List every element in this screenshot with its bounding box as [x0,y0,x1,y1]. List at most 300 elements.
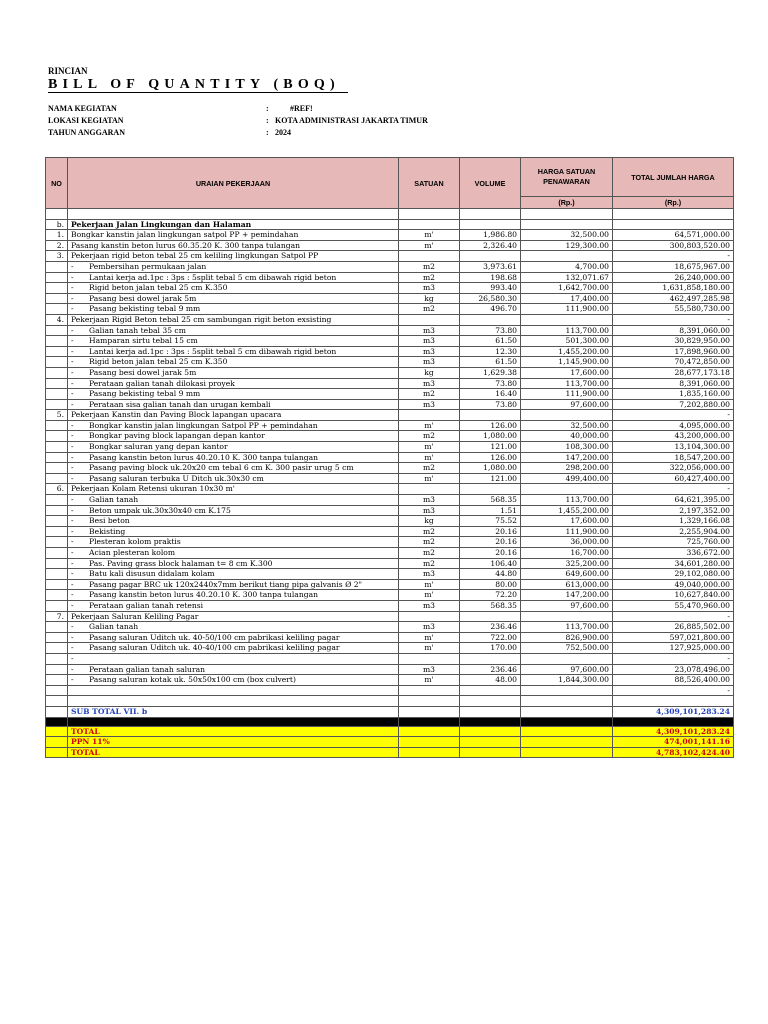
row-description [68,346,399,357]
row-description [68,484,399,495]
subtotal-row [46,706,734,717]
ppn-value: 474,001,141.16 [613,737,734,748]
row-no [46,675,68,686]
row-harga: 147,200.00 [521,452,613,463]
row-description-text: Pasang bekisting tebal 9 mm [89,304,201,314]
table-row [46,219,734,230]
row-description-text: Bongkar saluran yang depan kantor [89,442,228,452]
table-row [46,336,734,347]
row-harga: 147,200.00 [521,590,613,601]
row-satuan: m3 [399,622,460,633]
row-total: 34,601,280.00 [613,558,734,569]
row-total: 64,571,000.00 [613,230,734,241]
table-row [46,579,734,590]
row-description-text: Perataan galian tanah dilokasi proyek [89,378,235,388]
row-total: 60,427,400.00 [613,473,734,484]
row-harga: 613,000.00 [521,579,613,590]
row-total: 2,197,352.00 [613,505,734,516]
row-no [46,293,68,304]
table-row [46,378,734,389]
row-total: 2,255,904.00 [613,526,734,537]
row-dash: - [71,664,74,674]
row-dash: - [71,548,74,557]
row-no [46,622,68,633]
row-description [68,664,399,675]
row-description [68,367,399,378]
project-meta [48,104,428,140]
row-description [68,378,399,389]
row-total: 17,898,960.00 [613,346,734,357]
row-volume: 126.00 [460,452,521,463]
row-description-text: Bekisting [89,526,126,536]
row-description-text: Pasang bekisting tebal 9 mm [89,389,201,399]
row-harga: 298,200.00 [521,463,613,474]
row-total: 55,470,960.00 [613,600,734,611]
table-row [46,452,734,463]
row-description [68,209,399,220]
table-row [46,685,734,696]
row-dash: - [71,399,74,409]
row-dash: - [71,367,74,377]
row-dash: - [71,389,74,399]
row-volume: 61.50 [460,357,521,368]
meta-colon: : [266,104,269,113]
row-dash: - [71,357,74,367]
table-row [46,664,734,675]
row-description [68,537,399,548]
row-description [68,473,399,484]
row-total [613,696,734,707]
row-satuan: m' [399,240,460,251]
col-harga-header: HARGA SATUAN PENAWARAN [521,158,613,197]
row-satuan: m2 [399,526,460,537]
row-harga: 40,000.00 [521,431,613,442]
row-harga [521,685,613,696]
row-description-text: Pasang saluran Uditch uk. 40-40/100 cm pabrikasi keliling pagar [89,643,340,653]
row-description [68,600,399,611]
row-total: 43,200,000.00 [613,431,734,442]
row-no [46,643,68,654]
row-description [68,251,399,262]
row-dash: - [71,304,74,314]
row-description-text: Perataan galian tanah saluran [89,664,206,674]
row-satuan: m3 [399,378,460,389]
row-satuan: m' [399,579,460,590]
row-description-text: Bongkar kanstin jalan lingkungan satpol PP + pemindahan [71,230,299,240]
row-description [68,314,399,325]
meta-row-tahun [48,128,428,140]
row-description-text: Galian tanah tebal 35 cm [89,325,186,335]
subtotal-label: SUB TOTAL VII. b [68,706,399,717]
row-total: 4,095,000.00 [613,420,734,431]
row-dash: - [71,600,74,610]
table-row [46,653,734,664]
row-volume: 73.80 [460,325,521,336]
row-description [68,685,399,696]
row-volume: 72.20 [460,590,521,601]
table-row [46,410,734,421]
row-no [46,495,68,506]
ppn-label: PPN 11% [68,737,399,748]
row-volume: 73.80 [460,378,521,389]
row-harga: 4,700.00 [521,261,613,272]
row-total: - [613,611,734,622]
row-volume [460,209,521,220]
row-no: 5. [46,410,68,421]
row-no [46,442,68,453]
subtotal-vol [460,706,521,717]
table-row [46,569,734,580]
row-harga: 1,844,300.00 [521,675,613,686]
row-dash: - [71,505,74,515]
row-no: 4. [46,314,68,325]
row-total: 70,472,850.00 [613,357,734,368]
meta-label: LOKASI KEGIATAN [48,116,124,125]
row-description [68,431,399,442]
table-row [46,389,734,400]
row-harga [521,484,613,495]
row-dash: - [71,473,74,483]
row-harga: 113,700.00 [521,378,613,389]
row-description [68,336,399,347]
rincian-label: RINCIAN [48,66,88,76]
row-description-text: Pasang paving block uk.20x20 cm tebal 6 cm K. 300 pasir urug 5 cm [89,463,354,473]
row-no [46,209,68,220]
row-no [46,272,68,283]
meta-colon: : [266,128,269,137]
row-no [46,653,68,664]
row-volume: 496.70 [460,304,521,315]
row-no [46,473,68,484]
row-description [68,420,399,431]
row-harga: 499,400.00 [521,473,613,484]
row-dash: - [71,346,74,356]
grand-label: TOTAL [68,726,399,737]
row-volume: 126.00 [460,420,521,431]
row-total: - [613,685,734,696]
row-volume: 20.16 [460,548,521,559]
table-row [46,622,734,633]
row-dash: - [71,261,74,271]
row-volume: 198.68 [460,272,521,283]
row-dash: - [71,643,74,653]
row-description [68,675,399,686]
row-dash: - [71,378,74,388]
row-description [68,611,399,622]
table-row [46,283,734,294]
row-description-text: Pekerjaan Saluran Keliling Pagar [71,611,199,621]
row-harga: 1,642,700.00 [521,283,613,294]
row-dash: - [71,336,74,346]
row-total: 1,835,160.00 [613,389,734,400]
table-row [46,675,734,686]
row-satuan [399,484,460,495]
row-satuan: m2 [399,389,460,400]
row-dash: - [71,420,74,430]
row-harga: 113,700.00 [521,325,613,336]
row-description [68,505,399,516]
row-satuan [399,653,460,664]
row-volume: 1.51 [460,505,521,516]
row-satuan: m' [399,590,460,601]
row-total: 13,104,300.00 [613,442,734,453]
row-harga: 111,900.00 [521,526,613,537]
row-satuan: m' [399,643,460,654]
table-row [46,505,734,516]
row-description-text: Pekerjaan Kolam Retensi ukuran 10x30 m' [71,484,235,494]
row-volume: 1,080.00 [460,431,521,442]
row-dash: - [71,516,74,526]
row-volume: 170.00 [460,643,521,654]
row-dash: - [71,579,74,589]
row-harga: 325,200.00 [521,558,613,569]
table-row [46,261,734,272]
row-no [46,516,68,527]
row-total: 322,056,000.00 [613,463,734,474]
row-harga [521,219,613,230]
row-no [46,452,68,463]
row-description-text: Pasang besi dowel jarak 5m [89,293,197,303]
row-no [46,304,68,315]
row-description-text: Galian tanah [89,622,139,632]
row-satuan: m' [399,473,460,484]
row-description [68,558,399,569]
row-dash: - [71,495,74,505]
ppn-row [46,737,734,748]
row-description-text: Besi beton [89,516,130,526]
row-description-text: Bongkar paving block lapangan depan kantor [89,431,265,441]
table-row [46,548,734,559]
row-volume: 1,080.00 [460,463,521,474]
table-row [46,325,734,336]
row-harga: 1,145,900.00 [521,357,613,368]
row-harga: 113,700.00 [521,495,613,506]
row-no [46,526,68,537]
row-volume: 1,629.38 [460,367,521,378]
row-volume: 722.00 [460,632,521,643]
row-no [46,696,68,707]
row-description [68,526,399,537]
row-satuan: m3 [399,283,460,294]
row-description-text: Pasang kanstin beton lurus 60.35.20 K. 300 tanpa tulangan [71,240,300,250]
row-satuan: m3 [399,346,460,357]
col-satuan-header: SATUAN [399,158,460,209]
row-volume [460,611,521,622]
row-harga: 97,600.00 [521,399,613,410]
table-row [46,516,734,527]
row-description [68,261,399,272]
table-row [46,526,734,537]
row-no: 6. [46,484,68,495]
row-total: 127,925,000.00 [613,643,734,654]
row-no [46,325,68,336]
row-satuan: m' [399,675,460,686]
row-total: 300,803,520.00 [613,240,734,251]
row-volume [460,219,521,230]
meta-colon: : [266,116,269,125]
row-satuan: m' [399,442,460,453]
row-total: 18,675,967.00 [613,261,734,272]
table-row [46,230,734,241]
meta-value: #REF! [290,104,313,113]
row-description [68,569,399,580]
row-volume [460,484,521,495]
row-description [68,272,399,283]
row-total: 10,627,840.00 [613,590,734,601]
table-row [46,357,734,368]
row-harga: 826,900.00 [521,632,613,643]
row-dash: - [71,590,74,600]
row-satuan: m2 [399,537,460,548]
row-harga: 17,600.00 [521,516,613,527]
row-description [68,653,399,664]
table-row [46,632,734,643]
row-no [46,505,68,516]
row-description [68,410,399,421]
col-uraian-header: URAIAN PEKERJAAN [68,158,399,209]
row-satuan [399,251,460,262]
row-no [46,378,68,389]
boq-table [45,157,734,758]
row-no [46,261,68,272]
row-total: - [613,653,734,664]
row-no [46,399,68,410]
table-row [46,272,734,283]
row-total: 64,621,395.00 [613,495,734,506]
row-total: 1,329,166.08 [613,516,734,527]
row-no [46,664,68,675]
row-total: 88,526,400.00 [613,675,734,686]
row-harga [521,251,613,262]
table-row [46,314,734,325]
row-dash: - [71,452,74,462]
row-harga: 113,700.00 [521,622,613,633]
table-row [46,643,734,654]
row-volume: 106.40 [460,558,521,569]
row-no [46,569,68,580]
row-volume: 3,973.61 [460,261,521,272]
row-no [46,632,68,643]
row-total: - [613,251,734,262]
row-description [68,293,399,304]
row-satuan: m' [399,230,460,241]
row-volume [460,410,521,421]
row-description-text: Lantai kerja ad.1pc : 3ps : 5split tebal 5 cm dibawah rigid beton [89,272,337,282]
row-satuan: m2 [399,463,460,474]
row-total: 8,391,060.00 [613,378,734,389]
row-satuan [399,219,460,230]
row-volume: 121.00 [460,442,521,453]
row-volume [460,314,521,325]
col-total-unit: (Rp.) [613,197,734,209]
row-harga: 97,600.00 [521,600,613,611]
row-no [46,579,68,590]
row-harga: 17,600.00 [521,367,613,378]
meta-label: NAMA KEGIATAN [48,104,117,113]
row-satuan: kg [399,516,460,527]
row-no [46,600,68,611]
row-dash: - [71,653,74,663]
row-total [613,209,734,220]
row-description-text: Pekerjaan Kanstin dan Paving Block lapangan upacara [71,410,282,420]
row-volume [460,251,521,262]
table-row [46,495,734,506]
row-description-text: Pasang besi dowel jarak 5m [89,367,197,377]
row-total: - [613,410,734,421]
row-description [68,219,399,230]
row-total: 49,040,000.00 [613,579,734,590]
row-satuan [399,611,460,622]
row-volume: 75.52 [460,516,521,527]
row-description [68,643,399,654]
row-total: 26,885,502.00 [613,622,734,633]
row-description [68,579,399,590]
row-total [613,219,734,230]
row-description [68,548,399,559]
row-volume: 2,326.40 [460,240,521,251]
row-total: 462,497,285.98 [613,293,734,304]
row-dash: - [71,675,74,685]
meta-row-nama [48,104,428,116]
row-satuan: m3 [399,495,460,506]
row-no [46,336,68,347]
boq-body [46,209,734,707]
table-row [46,611,734,622]
row-satuan: m3 [399,325,460,336]
row-satuan: m2 [399,304,460,315]
row-dash: - [71,463,74,473]
row-description [68,240,399,251]
row-satuan: m2 [399,431,460,442]
row-harga: 132,071.67 [521,272,613,283]
row-description [68,230,399,241]
col-total-header: TOTAL JUMLAH HARGA [613,158,734,197]
row-description-text: Batu kali disusun didalam kolam [89,569,215,579]
row-description-text: Bongkar kanstin jalan lingkungan Satpol PP + pemindahan [89,420,318,430]
row-harga [521,653,613,664]
row-harga [521,410,613,421]
separator-row [46,717,734,726]
row-volume [460,653,521,664]
row-satuan: m3 [399,600,460,611]
row-satuan [399,314,460,325]
row-dash: - [71,431,74,441]
row-total: 28,677,173.18 [613,367,734,378]
row-dash: - [71,293,74,303]
row-volume: 73.80 [460,399,521,410]
row-no: b. [46,219,68,230]
row-harga: 111,900.00 [521,304,613,315]
row-description-text: Hamparan sirtu tebal 15 cm [89,336,198,346]
row-no: 7. [46,611,68,622]
table-row [46,346,734,357]
row-dash: - [71,632,74,642]
row-harga: 1,455,200.00 [521,505,613,516]
row-satuan [399,696,460,707]
row-volume: 236.46 [460,622,521,633]
table-row [46,442,734,453]
row-description [68,590,399,601]
row-volume: 568.35 [460,600,521,611]
table-row [46,558,734,569]
row-harga: 129,300.00 [521,240,613,251]
row-harga [521,611,613,622]
row-volume: 44.80 [460,569,521,580]
final-total-value: 4,783,102,424.40 [613,747,734,758]
table-header-row [46,158,734,197]
row-volume: 20.16 [460,537,521,548]
row-no [46,558,68,569]
